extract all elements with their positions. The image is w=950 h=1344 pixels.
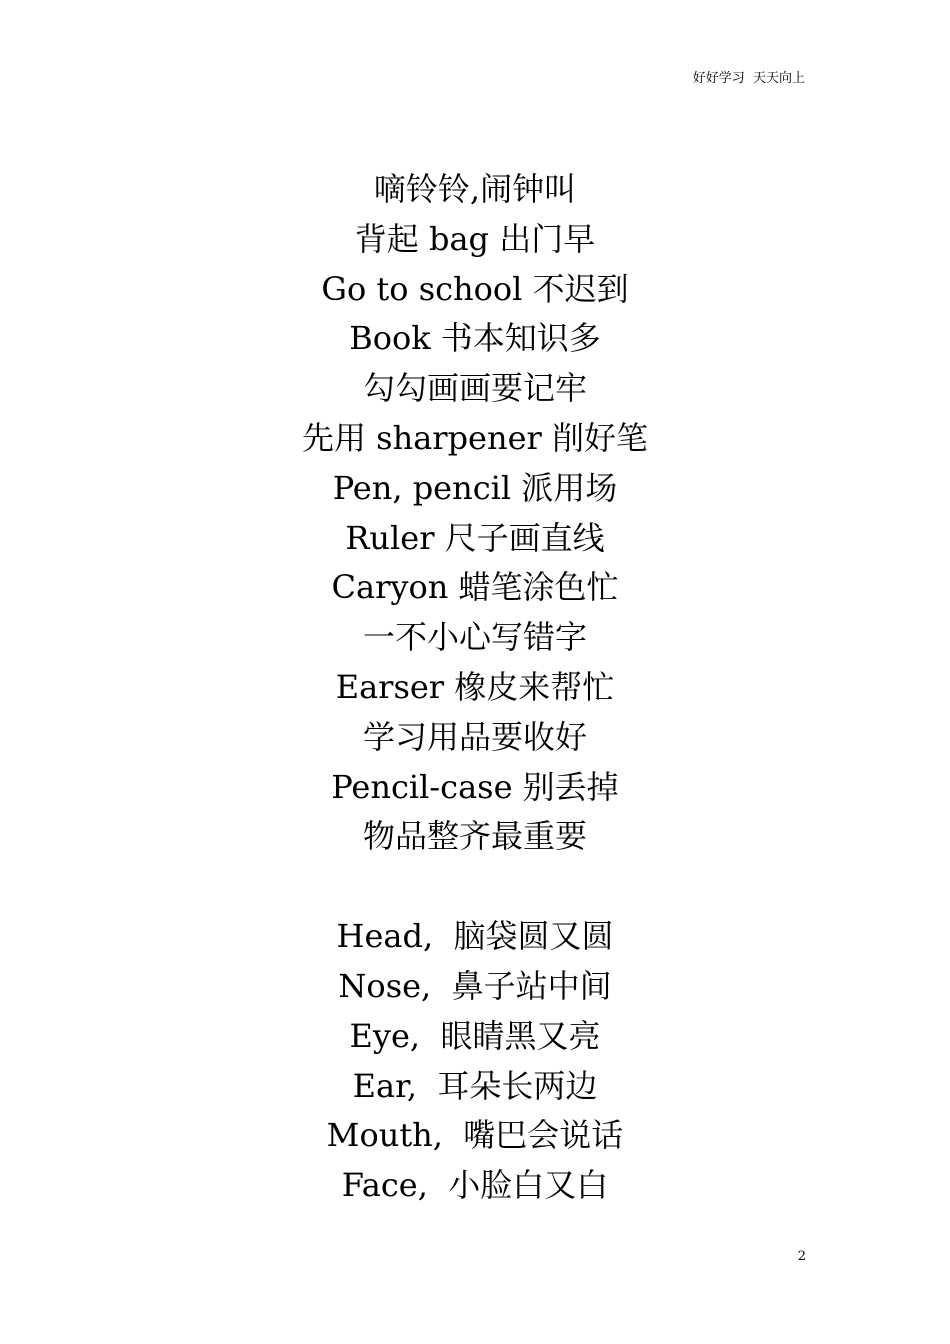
- page-header: 好好学习 天天向上: [692, 71, 805, 86]
- page-number: 2: [797, 1249, 806, 1264]
- poem-line: Nose, 鼻子站中间: [338, 966, 612, 1005]
- poem-line: Face, 小脸白又白: [341, 1166, 609, 1205]
- poem-line: Go to school 不迟到: [321, 269, 629, 308]
- poem-line: Pen, pencil 派用场: [332, 468, 618, 507]
- poem-line: Head, 脑袋圆又圆: [336, 917, 614, 956]
- stanza-school-supplies: [0, 165, 950, 862]
- stanza-body-parts: [0, 912, 950, 1211]
- poem-line: 一不小心写错字: [362, 618, 587, 657]
- poem-line: 先用 sharpener 削好笔: [301, 418, 649, 457]
- poem-line: Mouth, 嘴巴会说话: [326, 1116, 624, 1155]
- poem-line: Caryon 蜡笔涂色忙: [331, 568, 619, 607]
- poem: [0, 165, 950, 1211]
- poem-line: 勾勾画画要记牢: [362, 369, 587, 408]
- poem-line: 物品整齐最重要: [362, 817, 587, 856]
- poem-line: Earser 橡皮来帮忙: [335, 667, 615, 706]
- poem-line: Ear, 耳朵长两边: [352, 1066, 598, 1105]
- poem-line: 学习用品要收好: [362, 717, 587, 756]
- poem-line: Pencil-case 别丢掉: [331, 767, 619, 806]
- poem-line: Book 书本知识多: [349, 319, 601, 358]
- poem-line: Eye, 眼睛黑又亮: [349, 1016, 601, 1055]
- poem-line: 背起 bag 出门早: [354, 219, 596, 258]
- poem-line: 嘀铃铃,闹钟叫: [373, 170, 577, 208]
- poem-line: Ruler 尺子画直线: [345, 518, 605, 557]
